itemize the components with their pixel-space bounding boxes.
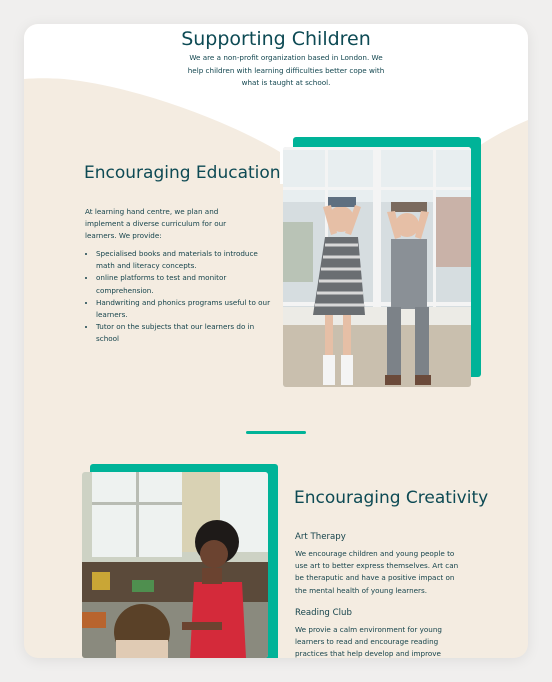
list-item: • Handwriting and phonics programs useful to our learners.	[96, 297, 274, 321]
list-item: • online platforms to test and monitor comprehension.	[96, 272, 274, 296]
education-photo	[283, 147, 471, 387]
page-title: Supporting Children	[181, 28, 371, 50]
hero-subtitle: We are a non-profit organization based in London. We help children with learning difficulties better cope with what is taught at school.	[187, 53, 385, 87]
education-list	[85, 248, 274, 346]
reading-club-text: We provie a calm environment for young learners to read and encourage reading practices that help develop and improve	[295, 625, 442, 658]
creativity-photo	[82, 472, 268, 658]
education-title: Encouraging Education	[84, 163, 281, 183]
list-item: • Specialised books and materials to introduce math and literacy concepts.	[96, 248, 274, 272]
art-therapy-text: We encourage children and young people to use art to better express themselves. Art can be theraputic and have a positive impact on the mental health of young learners.	[295, 549, 459, 595]
list-item: • Tutor on the subjects that our learners do in school	[96, 321, 274, 345]
page-card	[24, 24, 528, 658]
children-playing-image	[82, 472, 268, 658]
section-divider	[246, 431, 306, 434]
children-balancing-books-image	[283, 147, 471, 387]
creativity-title: Encouraging Creativity	[294, 488, 489, 508]
art-therapy-heading: Art Therapy	[295, 532, 346, 542]
education-intro: At learning hand centre, we plan and implement a diverse curriculum for our learners. We provide:	[85, 207, 227, 241]
reading-club-heading: Reading Club	[295, 608, 352, 618]
